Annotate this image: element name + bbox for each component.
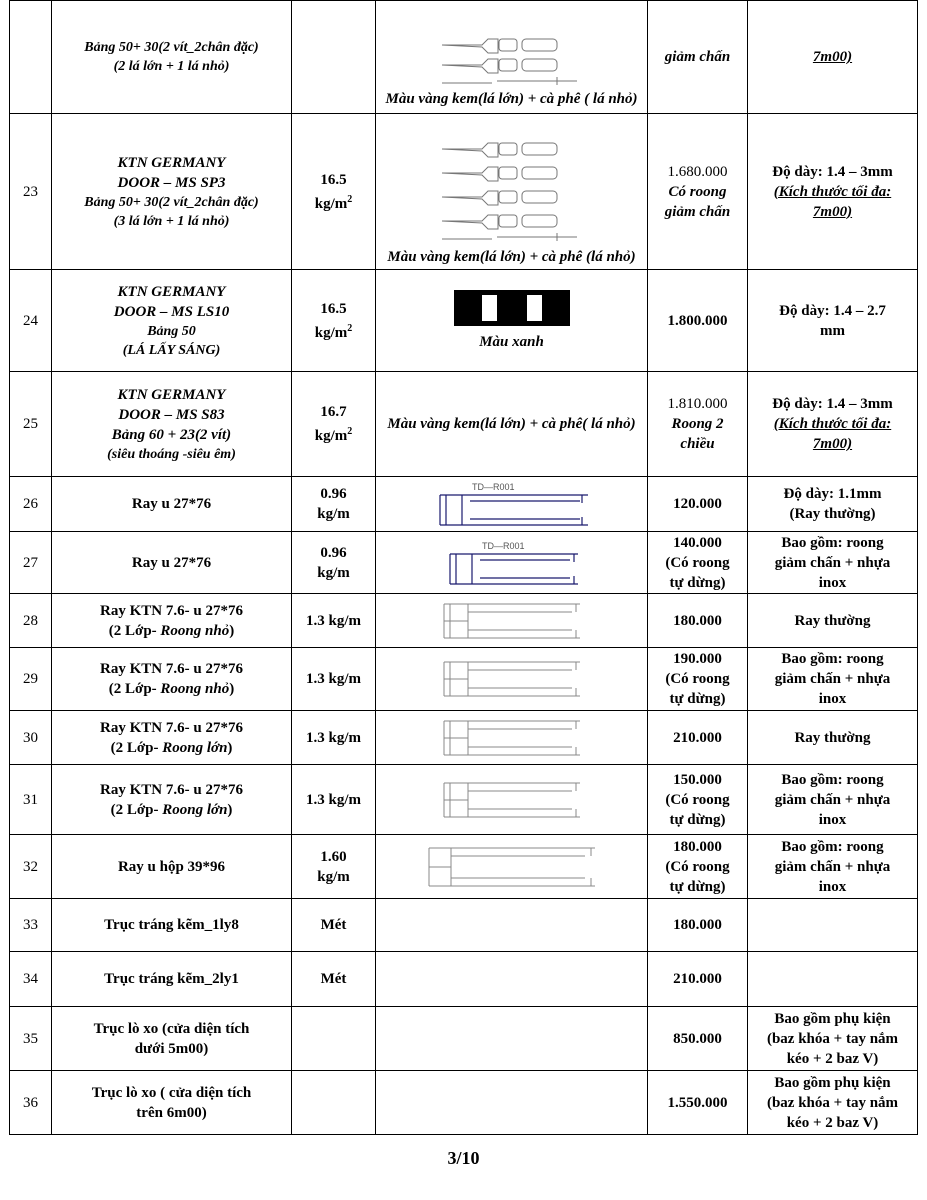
rail-profile-icon	[442, 781, 582, 819]
image-cell	[376, 835, 648, 899]
table-row	[10, 477, 918, 532]
price-cell: 190.000 (Có roong tự dừng)	[648, 648, 748, 711]
note-cell: Độ dày: 1.1mm (Ray thường)	[748, 477, 918, 532]
row-number: 33	[10, 899, 52, 952]
note-cell: Ray thường	[748, 594, 918, 648]
note-cell: Bao gồm: roong giảm chấn + nhựa inox	[748, 765, 918, 835]
row-number: 31	[10, 765, 52, 835]
image-cell: Màu xanh	[376, 270, 648, 372]
rail-profile-icon	[442, 719, 582, 757]
price-cell: 210.000	[648, 711, 748, 765]
note-cell: 7m00)	[748, 1, 918, 114]
table-row	[10, 711, 918, 765]
rail-profile-icon	[442, 660, 582, 698]
price-cell: 850.000	[648, 1007, 748, 1071]
weight-cell	[292, 1007, 376, 1071]
table-row	[10, 899, 918, 952]
price-cell: 1.680.000 Có roong giảm chấn	[648, 114, 748, 270]
product-name: KTN GERMANY DOOR – MS LS10 Bảng 50 (LÁ LẤY SÁNG)	[52, 270, 292, 372]
image-cell	[376, 648, 648, 711]
product-name: KTN GERMANY DOOR – MS S83 Bảng 60 + 23(2 vít) (siêu thoáng -siêu êm)	[52, 372, 292, 477]
table-row	[10, 594, 918, 648]
product-name: Bảng 50+ 30(2 vít_2chân đặc) (2 lá lớn + 1 lá nhỏ)	[52, 1, 292, 114]
price-cell: 180.000	[648, 899, 748, 952]
table-row	[10, 372, 918, 477]
weight-cell: 1.3 kg/m	[292, 711, 376, 765]
note-cell: Bao gồm phụ kiện (baz khóa + tay nắm kéo + 2 baz V)	[748, 1071, 918, 1135]
note-cell: Bao gồm phụ kiện (baz khóa + tay nắm kéo + 2 baz V)	[748, 1007, 918, 1071]
image-cell: Màu vàng kem(lá lớn) + cà phê (lá nhỏ)	[376, 114, 648, 270]
product-name: Ray u 27*76	[52, 532, 292, 594]
slat-profile-icon	[454, 290, 570, 326]
row-number: 25	[10, 372, 52, 477]
image-cell	[376, 1007, 648, 1071]
row-number: 36	[10, 1071, 52, 1135]
table-row	[10, 114, 918, 270]
weight-cell: 1.3 kg/m	[292, 765, 376, 835]
row-number: 30	[10, 711, 52, 765]
image-cell	[376, 1071, 648, 1135]
image-cell	[376, 594, 648, 648]
price-cell: giảm chấn	[648, 1, 748, 114]
note-cell: Độ dày: 1.4 – 3mm (Kích thước tối đa: 7m00)	[748, 372, 918, 477]
product-name: Trục lò xo (cửa diện tích dưới 5m00)	[52, 1007, 292, 1071]
image-cell	[376, 952, 648, 1007]
price-cell: 1.800.000	[648, 270, 748, 372]
table-row	[10, 1, 918, 114]
weight-cell: Mét	[292, 952, 376, 1007]
note-cell: Bao gồm: roong giảm chấn + nhựa inox	[748, 835, 918, 899]
image-cell	[376, 899, 648, 952]
row-number: 23	[10, 114, 52, 270]
table-row	[10, 835, 918, 899]
rail-profile-icon	[442, 540, 582, 586]
image-cell	[376, 711, 648, 765]
row-number: 28	[10, 594, 52, 648]
row-number: 29	[10, 648, 52, 711]
weight-cell	[292, 1071, 376, 1135]
price-cell: 210.000	[648, 952, 748, 1007]
product-name: Ray KTN 7.6- u 27*76 (2 Lớp- Roong lớn)	[52, 711, 292, 765]
weight-cell: 16.7 $kg/m^2$	[292, 372, 376, 477]
diagram-code: TD—R001	[481, 540, 525, 551]
table-row	[10, 532, 918, 594]
table-row	[10, 952, 918, 1007]
row-number: 35	[10, 1007, 52, 1071]
image-cell	[376, 765, 648, 835]
slat-profile-icon	[437, 37, 587, 89]
price-cell: 150.000 (Có roong tự dừng)	[648, 765, 748, 835]
product-name: Ray u 27*76	[52, 477, 292, 532]
slat-profile-icon	[437, 139, 587, 247]
note-cell	[748, 899, 918, 952]
table-row	[10, 270, 918, 372]
rail-profile-icon	[442, 602, 582, 640]
row-number: 24	[10, 270, 52, 372]
diagram-code: TD—R001	[471, 482, 515, 492]
note-cell: Bao gồm: roong giảm chấn + nhựa inox	[748, 648, 918, 711]
image-cell: Màu vàng kem(lá lớn) + cà phê( lá nhỏ)	[376, 372, 648, 477]
table-row	[10, 765, 918, 835]
row-number: 27	[10, 532, 52, 594]
price-cell: 140.000 (Có roong tự dừng)	[648, 532, 748, 594]
image-cell	[376, 477, 648, 532]
price-cell: 180.000 (Có roong tự dừng)	[648, 835, 748, 899]
price-table	[9, 0, 918, 1135]
note-cell: Độ dày: 1.4 – 3mm (Kích thước tối đa: 7m00)	[748, 114, 918, 270]
weight-cell: 0.96 kg/m	[292, 532, 376, 594]
note-cell: Bao gồm: roong giảm chấn + nhựa inox	[748, 532, 918, 594]
image-cell	[376, 532, 648, 594]
rail-profile-icon	[432, 481, 592, 527]
note-cell: Ray thường	[748, 711, 918, 765]
product-name: Ray KTN 7.6- u 27*76 (2 Lớp- Roong nhỏ)	[52, 648, 292, 711]
table-row	[10, 1007, 918, 1071]
note-cell	[748, 952, 918, 1007]
table-row	[10, 1071, 918, 1135]
page-number: 3/10	[447, 1148, 480, 1168]
rail-profile-icon	[427, 846, 597, 888]
table-row	[10, 648, 918, 711]
weight-cell: Mét	[292, 899, 376, 952]
product-name: Ray KTN 7.6- u 27*76 (2 Lớp- Roong lớn)	[52, 765, 292, 835]
weight-cell: 0.96 kg/m	[292, 477, 376, 532]
weight-cell	[292, 1, 376, 114]
weight-cell: 1.3 kg/m	[292, 648, 376, 711]
row-number: 32	[10, 835, 52, 899]
product-name: Trục tráng kẽm_2ly1	[52, 952, 292, 1007]
product-name: Ray u hộp 39*96	[52, 835, 292, 899]
product-name: Trục lò xo ( cửa diện tích trên 6m00)	[52, 1071, 292, 1135]
price-cell: 180.000	[648, 594, 748, 648]
price-cell: 1.810.000 Roong 2 chiều	[648, 372, 748, 477]
product-name: Trục tráng kẽm_1ly8	[52, 899, 292, 952]
weight-cell: 1.60 kg/m	[292, 835, 376, 899]
product-name: KTN GERMANY DOOR – MS SP3 Bảng 50+ 30(2 vít_2chân đặc) (3 lá lớn + 1 lá nhỏ)	[52, 114, 292, 270]
row-number: 26	[10, 477, 52, 532]
weight-cell: 16.5 $kg/m^2$	[292, 114, 376, 270]
price-cell: 1.550.000	[648, 1071, 748, 1135]
row-number: 34	[10, 952, 52, 1007]
note-cell: Độ dày: 1.4 – 2.7 mm	[748, 270, 918, 372]
image-cell: Màu vàng kem(lá lớn) + cà phê ( lá nhỏ)	[376, 1, 648, 114]
product-name: Ray KTN 7.6- u 27*76 (2 Lớp- Roong nhỏ)	[52, 594, 292, 648]
weight-cell: 1.3 kg/m	[292, 594, 376, 648]
weight-cell: 16.5 $kg/m^2$	[292, 270, 376, 372]
price-cell: 120.000	[648, 477, 748, 532]
row-number	[10, 1, 52, 114]
